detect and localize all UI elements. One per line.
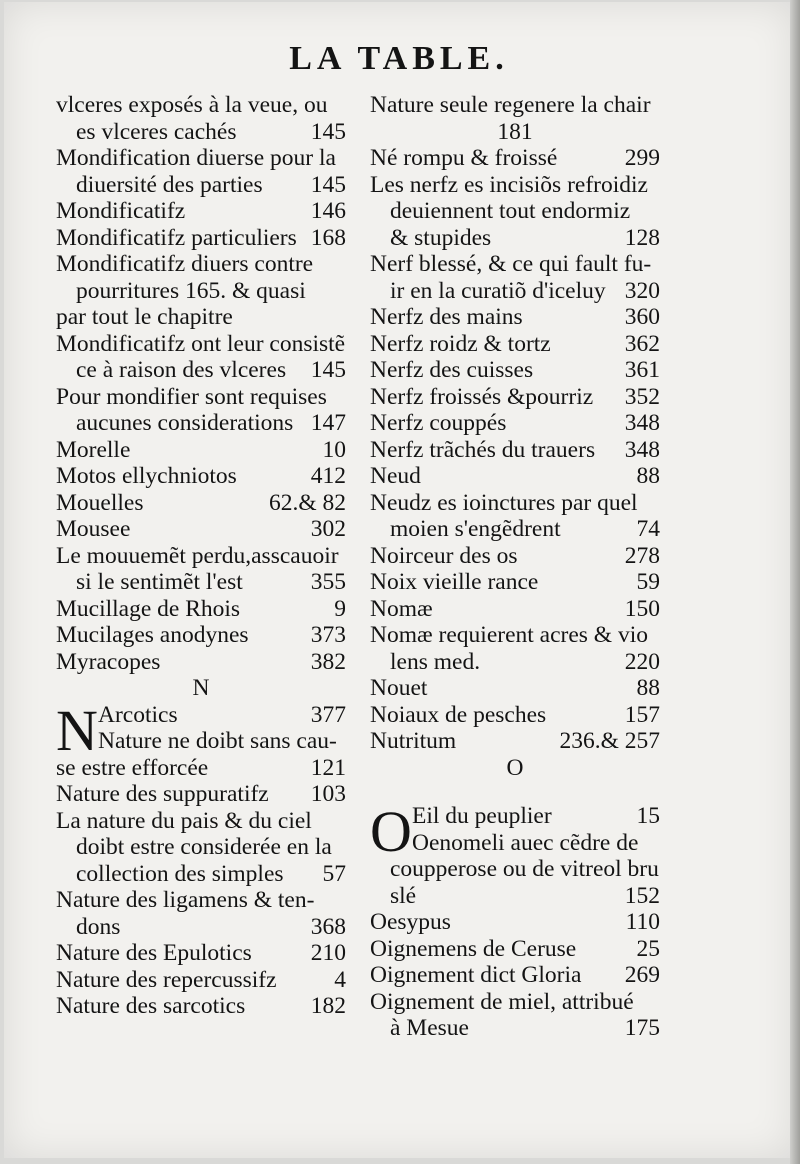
index-entry [56,728,346,755]
entry-text: Nature seule regenere la chair [370,92,651,118]
entry-page-number: 220 [624,648,660,675]
index-entry [370,702,660,729]
entry-text: ir en la curatiõ d'iceluy [390,277,606,304]
entry-page-number: 157 [624,701,660,728]
entry-text: Nerfz des mains [370,304,523,330]
entry-page-number: 278 [624,542,660,569]
index-entry [56,755,346,782]
index-entry [370,251,660,278]
index-entry [56,198,346,225]
entry-text: si le sentimẽt l'est [76,569,243,595]
entry-page-number: 9 [334,595,346,622]
index-entry [370,936,660,963]
entry-text: diuersité des parties [76,171,263,198]
drop-cap: N [56,697,98,763]
index-entry [370,357,660,384]
entry-text: Nutritum [370,728,457,754]
index-entry [370,803,660,830]
entry-text: aucunes considerations [76,410,294,436]
index-entry [370,145,660,172]
section-letter: O [506,754,524,781]
index-entry [370,304,660,331]
entry-text: coupperose ou de vitreol bru [390,856,659,882]
index-entry [370,596,660,623]
entry-page-number: 368 [310,913,346,940]
entry-text: Mondificatifz ont leur consistẽ [56,330,346,357]
index-entry [370,649,660,676]
entry-page-number: 145 [310,171,346,198]
entry-page-number: 88 [636,675,660,701]
index-entry [370,830,660,857]
index-entry [370,728,660,755]
index-entry [56,437,346,464]
index-entry [56,384,346,411]
entry-page-number: 320 [624,277,660,304]
index-entry [370,463,660,490]
index-entry [56,145,346,172]
index-entry [370,516,660,543]
entry-page-number: 352 [624,383,660,410]
entry-page-number: 4 [334,966,346,993]
entry-text: Nerfz trãchés du trauers [370,436,596,463]
entry-text: Nerfz des cuisses [370,357,534,383]
index-entry [370,278,660,305]
entry-text: moien s'engẽdrent [390,516,561,542]
entry-text: Oenomeli auec cẽdre de [412,829,639,856]
entry-page-number: 128 [624,224,660,251]
entry-page-number: 269 [624,962,660,988]
entry-page-number: 88 [636,463,660,489]
entry-page-number: 361 [624,357,660,383]
entry-text: Motos ellychniotos [56,463,237,489]
index-entry [370,569,660,596]
index-entry [56,834,346,861]
entry-page-number: 145 [310,357,346,383]
entry-text: Les nerfz es incisiõs refroidiz [370,171,648,198]
entry-text: Nomæ [370,595,433,622]
entry-page-number: 168 [310,224,346,251]
index-entry [370,909,660,936]
entry-text: Nature des Epulotics [56,940,252,966]
entry-text: La nature du pais & du ciel [56,807,312,834]
index-entry [56,596,346,623]
entry-text: Mucillage de Rhois [56,595,241,622]
entry-text: pourritures 165. & quasi [76,277,306,304]
entry-page-number: 147 [310,410,346,436]
entry-page-number: 360 [624,304,660,330]
entry-text: Myracopes [56,648,161,675]
index-entry [370,675,660,702]
entry-text: par tout le chapitre [56,304,233,330]
entry-text: slé [390,882,417,909]
index-entry [370,410,660,437]
book-page [4,2,794,1158]
entry-text: dons [76,913,121,940]
entry-text: Mousee [56,516,131,542]
entry-page-number: 103 [310,781,346,807]
index-entry [370,92,660,119]
entry-text: Oignement dict Gloria [370,962,582,988]
entry-text: Neud [370,463,421,489]
entry-page-number: 302 [310,516,346,542]
index-entry [56,861,346,888]
index-entry [56,543,346,570]
entry-text: Oignemens de Ceruse [370,935,577,962]
entry-text: Né rompu & froissé [370,145,558,171]
entry-text: Nature des ligamens & ten- [56,887,315,913]
index-entry [370,172,660,199]
index-entry [56,808,346,835]
entry-text: ce à raison des vlceres [76,357,287,383]
index-entry [56,463,346,490]
entry-page-number: 145 [310,118,346,145]
entry-text: Nouet [370,675,428,701]
entry-text: collection des simples [76,860,284,887]
index-entry [56,622,346,649]
entry-text: Nature des suppuratifz [56,781,269,807]
index-entry [56,357,346,384]
index-entry [370,437,660,464]
entry-page-number: 150 [624,595,660,622]
entry-page-number: 175 [624,1015,660,1041]
index-entry [370,1015,660,1042]
index-entry [370,331,660,358]
page-header: LA TABLE. [289,40,509,77]
index-entry [370,543,660,570]
index-entry [370,225,660,252]
entry-page-number: 362 [624,330,660,357]
entry-page-number: 412 [310,463,346,489]
index-entry [56,172,346,199]
entry-page-number: 10 [322,436,346,463]
entry-page-number: 182 [310,993,346,1019]
entry-page-number: 146 [310,198,346,224]
entry-text: Nature des sarcotics [56,993,246,1019]
entry-text: Oesypus [370,909,451,935]
entry-page-number: 299 [624,145,660,171]
index-entry [56,781,346,808]
page-edge [790,0,800,1164]
entry-text: Noiaux de pesches [370,701,547,728]
entry-page-number: 355 [310,569,346,595]
entry-text: & stupides [390,224,492,251]
entry-text: Nature ne doibt sans cau- [98,728,337,754]
entry-page-number: 62.& 82 [268,489,346,516]
entry-text: Morelle [56,436,131,463]
entry-text: 181 [497,118,533,145]
index-entry [56,967,346,994]
entry-page-number: 59 [636,569,660,595]
entry-text: Nerf blessé, & ce qui fault fu- [370,251,652,277]
index-entry [56,490,346,517]
index-entry [370,622,660,649]
index-entry [370,384,660,411]
index-entry [56,569,346,596]
entry-text: se estre efforcée [56,754,209,781]
entry-page-number: 25 [636,935,660,962]
entry-text: Nomæ requierent acres & vio [370,622,648,648]
entry-text: lens med. [390,648,481,675]
entry-text: Mouelles [56,489,144,516]
entry-text: Pour mondifier sont requises [56,383,327,410]
entry-text: Nerfz froissés &pourriz [370,383,594,410]
entry-text: Noirceur des os [370,542,518,569]
index-entry [56,516,346,543]
index-entry [56,278,346,305]
entry-text: doibt estre considerée en la [76,834,332,860]
entry-page-number: 15 [636,803,660,829]
entry-page-number: 373 [310,622,346,648]
entry-text: Mondificatifz particuliers [56,224,297,251]
entry-text: Le mouuemẽt perdu,asscauoir [56,542,339,569]
entry-text: es vlceres cachés [76,118,237,145]
index-entry [370,856,660,883]
entry-page-number: 57 [322,860,346,887]
entry-text: Oignement de miel, attribué [370,988,634,1015]
entry-page-number: 110 [625,909,660,935]
left-column [56,92,346,1020]
entry-text: Nerfz roidz & tortz [370,330,551,357]
index-entry [370,198,660,225]
entry-text: vlceres exposés à la veue, ou [56,92,328,118]
entry-page-number: 74 [636,516,660,542]
index-entry [56,251,346,278]
index-entry [56,304,346,331]
index-entry [56,649,346,676]
index-entry [56,887,346,914]
drop-cap: O [370,799,412,864]
index-entry [56,225,346,252]
index-entry [56,410,346,437]
entry-text: Mucilages anodynes [56,622,249,648]
index-entry [370,490,660,517]
index-entry [56,92,346,119]
index-entry [56,702,346,729]
right-column [370,92,660,1042]
index-entry [370,989,660,1016]
entry-text: Mondification diuerse pour la [56,145,336,171]
entry-page-number: 152 [624,882,660,909]
entry-page-number: 210 [310,940,346,966]
index-entry [370,883,660,910]
index-entry [56,331,346,358]
entry-text: deuiennent tout endormiz [390,198,631,224]
entry-text: Mondificatifz diuers contre [56,251,314,277]
entry-page-number: 121 [310,754,346,781]
index-entry [56,914,346,941]
entry-text: à Mesue [390,1015,469,1041]
index-entry [56,119,346,146]
index-entry [56,940,346,967]
entry-text: Arcotics [98,701,178,728]
entry-page-number: 377 [310,701,346,728]
index-entry [370,962,660,989]
index-entry [56,993,346,1020]
entry-text: Nerfz couppés [370,410,507,436]
entry-text: Mondificatifz [56,198,186,224]
entry-page-number: 348 [624,410,660,436]
index-entry [370,119,660,146]
entry-text: Nature des repercussifz [56,966,277,993]
entry-page-number: 236.& 257 [559,728,660,754]
section-letter: N [192,675,210,701]
entry-text: Neudz es ioinctures par quel [370,489,638,516]
entry-text: Noix vieille rance [370,569,539,595]
entry-text: Eil du peuplier [412,803,552,829]
entry-page-number: 382 [310,648,346,675]
entry-page-number: 348 [624,436,660,463]
